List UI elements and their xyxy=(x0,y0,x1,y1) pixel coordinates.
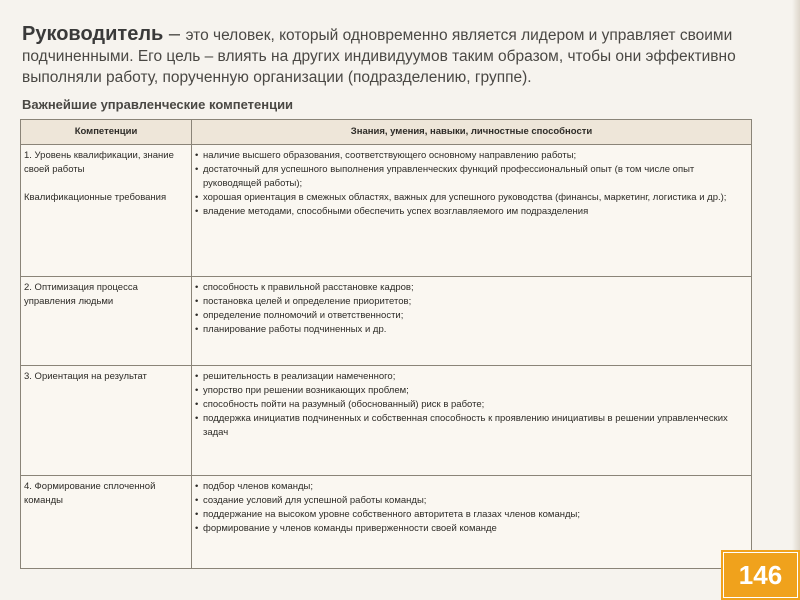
skills-cell xyxy=(192,366,752,476)
table-header-row xyxy=(21,120,752,145)
table-row xyxy=(21,366,752,476)
skills-cell xyxy=(192,145,752,277)
list-item: • решительность в реализации намеченного; xyxy=(195,370,748,384)
competency-cell xyxy=(21,366,192,476)
list-item: • наличие высшего образования, соответствующего основному направлению работы; xyxy=(195,149,748,163)
competency-subtitle: Квалификационные требования xyxy=(24,192,167,203)
intro-dash: – xyxy=(163,23,186,45)
skills-cell xyxy=(192,476,752,569)
list-item: • поддержание на высоком уровне собственного авторитета в глазах членов команды; xyxy=(195,508,748,522)
competency-title: 3. Ориентация на результат xyxy=(24,371,147,382)
list-item: • определение полномочий и ответственности; xyxy=(195,309,748,323)
skills-list xyxy=(195,480,748,536)
list-item: • способность пойти на разумный (обоснованный) риск в работе; xyxy=(195,398,748,412)
page-number-badge xyxy=(721,550,800,600)
intro-paragraph xyxy=(22,24,767,88)
competency-cell xyxy=(21,145,192,277)
list-item: • способность к правильной расстановке кадров; xyxy=(195,281,748,295)
skills-list xyxy=(195,149,748,219)
list-item: • хорошая ориентация в смежных областях, важных для успешного руководства (финансы, маркетинг, логистика и др.); xyxy=(195,191,748,205)
table-row xyxy=(21,145,752,277)
competency-title: 4. Формирование сплоченной команды xyxy=(24,481,156,506)
skills-list xyxy=(195,281,748,337)
competencies-table xyxy=(20,119,752,569)
section-subheading: Важнейшие управленческие компетенции xyxy=(22,97,294,112)
list-item: • формирование у членов команды приверженности своей команде xyxy=(195,522,748,536)
list-item: • упорство при решении возникающих проблем; xyxy=(195,384,748,398)
list-item: • планирование работы подчиненных и др. xyxy=(195,323,748,337)
list-item: • создание условий для успешной работы команды; xyxy=(195,494,748,508)
intro-lead-term: Руководитель xyxy=(22,23,164,45)
slide-edge-shadow xyxy=(792,0,800,600)
page-number: 146 xyxy=(723,552,798,598)
table-row xyxy=(21,277,752,366)
list-item: • постановка целей и определение приоритетов; xyxy=(195,295,748,309)
competency-title: 2. Оптимизация процесса управления людьми xyxy=(24,282,138,307)
list-item: • владение методами, способными обеспечить успех возглавляемого им подразделения xyxy=(195,205,748,219)
table-row xyxy=(21,476,752,569)
intro-definition: это человек, который одновременно является лидером и управляет своими подчиненными. Его цель – влиять на других индивидуумов таким образом, чтобы они эффективно выполняли работу, порученную организации (подразделению, группе). xyxy=(22,27,736,86)
header-skills: Знания, умения, навыки, личностные способности xyxy=(192,120,752,145)
skills-list xyxy=(195,370,748,440)
competency-cell xyxy=(21,277,192,366)
list-item: • достаточный для успешного выполнения управленческих функций профессиональный опыт (в том числе опыт руководящей работы); xyxy=(195,163,748,191)
header-competencies: Компетенции xyxy=(21,120,192,145)
skills-cell xyxy=(192,277,752,366)
competency-cell xyxy=(21,476,192,569)
competency-title: 1. Уровень квалификации, знание своей работы xyxy=(24,150,174,175)
list-item: • поддержка инициатив подчиненных и собственная способность к проявлению инициативы в решении управленческих задач xyxy=(195,412,748,440)
list-item: • подбор членов команды; xyxy=(195,480,748,494)
